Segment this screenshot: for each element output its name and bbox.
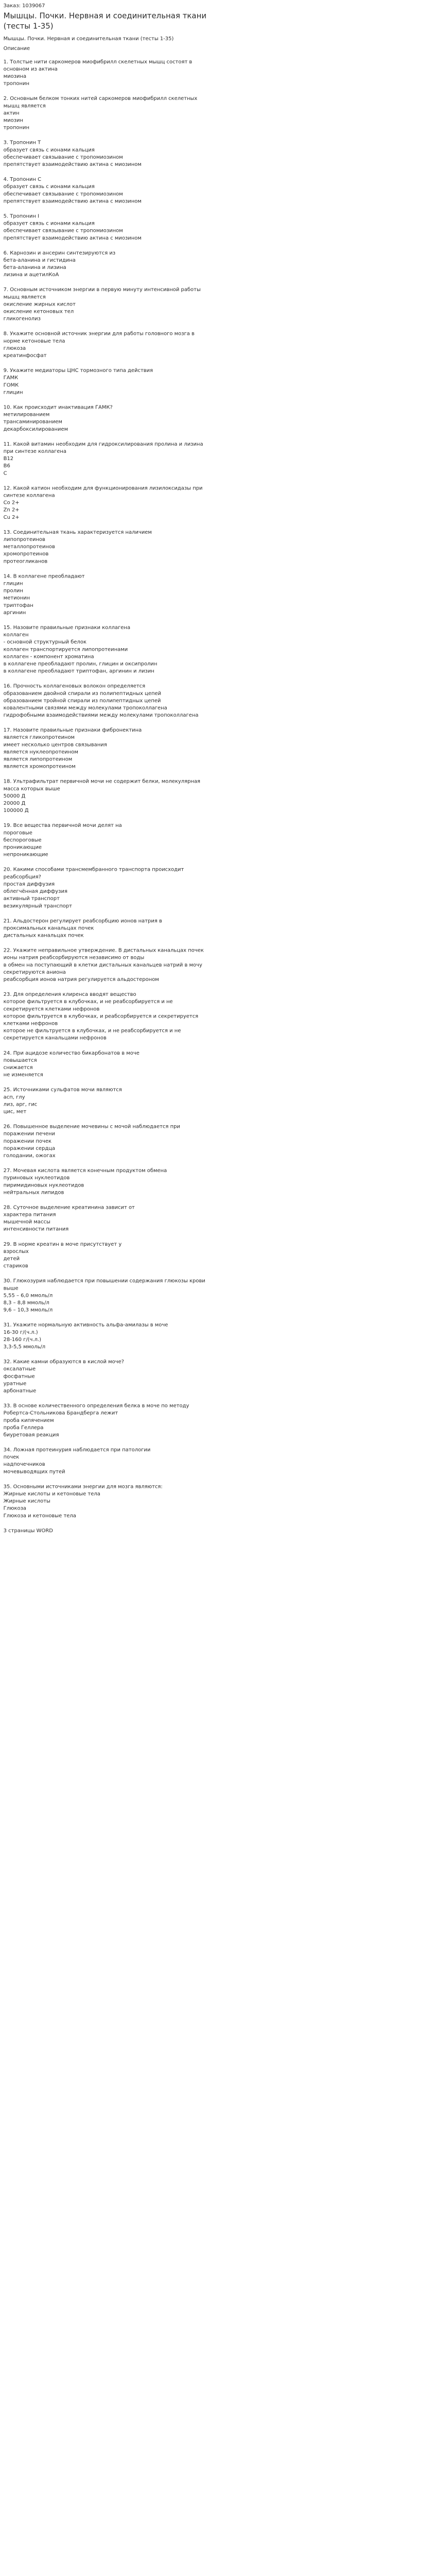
answer-option: проксимальных канальцах почек	[3, 925, 94, 931]
question-block	[4, 572, 211, 616]
answer-option: мочевыводящих путей	[3, 1468, 65, 1475]
question-block	[4, 1402, 211, 1439]
answer-option: повышается	[3, 1057, 37, 1063]
answer-option: является хромопротеином	[3, 763, 76, 770]
answer-option: коллаген - компонент хроматина	[3, 653, 94, 659]
answer-option: миозина	[3, 73, 27, 79]
answer-option: Жирные кислоты и кетоновые тела	[3, 1490, 100, 1497]
answer-option: арбонатные	[3, 1387, 37, 1394]
answer-option: голодании, ожогах	[3, 1152, 56, 1159]
question-text: 19. Все вещества первичной мочи делят на	[3, 822, 122, 828]
question-text: 30. Глюкозурия наблюдается при повышении содержания глюкозы крови выше	[3, 1278, 205, 1291]
answer-option: в обмен на поступающий в клетки дистальных канальцев натрий в мочу секретируются аниона	[3, 961, 202, 975]
answer-option: поражении печени	[3, 1130, 56, 1137]
answer-option: металлопротеинов	[3, 543, 55, 550]
document	[0, 0, 214, 1534]
answer-option: интенсивности питания	[3, 1226, 69, 1232]
question-text: 18. Ультрафильтрат первичной мочи не содержит белки, молекулярная масса которых выше	[3, 778, 201, 792]
answer-option: лизина и ацетилКоА	[3, 272, 59, 278]
question-text: 2. Основным белком тонких нитей саркомеров миофибрилл скелетных мышц является	[3, 95, 198, 109]
answer-option: лиз, арг, гис	[3, 1101, 38, 1107]
answer-option: нейтральных липидов	[3, 1189, 64, 1195]
answer-option: уратные	[3, 1380, 27, 1386]
answer-option: 50000 Д	[3, 792, 26, 799]
answer-option: метилированием	[3, 411, 50, 418]
answer-option: гидрофобными взаимодействиями между молекулами тропоколлагена	[3, 711, 199, 718]
answer-option: беспороговые	[3, 837, 42, 843]
question-block	[4, 484, 211, 521]
question-block	[4, 330, 211, 359]
answer-option: фосфатные	[3, 1373, 35, 1379]
answer-option: обеспечивает связывание с тропомиозином	[3, 191, 123, 197]
answer-option: обеспечивает связывание с тропомиозином	[3, 154, 123, 160]
question-block	[4, 139, 211, 168]
question-block	[4, 683, 211, 719]
answer-option: ГОМК	[3, 382, 19, 388]
question-block	[4, 1446, 211, 1475]
answer-option: окисление жирных кислот	[3, 301, 76, 307]
answer-option: 8,3 – 8,8 ммоль/л	[3, 1299, 49, 1306]
answer-option: образует связь с ионами кальция	[3, 146, 95, 153]
answer-option: коллаген транспортируется липопротеинами	[3, 646, 128, 652]
answer-option: ковалентными связями между молекулами тропоколлагена	[3, 704, 167, 711]
answer-option: метионин	[3, 595, 30, 601]
answer-option: липопротеинов	[3, 536, 45, 543]
answer-option: коллаген	[3, 631, 29, 638]
answer-option: надпочечников	[3, 1461, 45, 1467]
answer-option: Жирные кислоты	[3, 1498, 50, 1504]
answer-option: биуретовая реакция	[3, 1431, 59, 1438]
answer-option: Cu 2+	[3, 514, 20, 520]
question-text: 21. Альдостерон регулирует реабсорбцию ионов натрия в	[3, 918, 162, 924]
answer-option: Co 2+	[3, 499, 20, 506]
question-block	[4, 624, 211, 675]
answer-option: препятствует взаимодействию актина с миозином	[3, 234, 142, 241]
answer-option: имеет несколько центров связывания	[3, 741, 107, 748]
answer-option: глицин	[3, 389, 23, 395]
question-block	[4, 440, 211, 477]
answer-option: взрослых	[3, 1248, 29, 1255]
question-block	[4, 1204, 211, 1232]
answer-option: аргинин	[3, 609, 26, 616]
question-list	[4, 58, 211, 1519]
question-block	[4, 1277, 211, 1314]
question-block	[4, 95, 211, 131]
question-text: 28. Суточное выделение креатинина зависит от	[3, 1204, 135, 1210]
question-text: 9. Укажите медиаторы ЦНС тормозного типа действия	[3, 367, 153, 374]
answer-option: протеогликанов	[3, 558, 48, 564]
answer-option: которое фильтруется в клубочках, и реабсорбируется и секретируется клетками нефронов	[3, 1013, 199, 1026]
question-text: 27. Мочевая кислота является конечным продуктом обмена	[3, 1167, 167, 1174]
question-block	[4, 947, 211, 984]
answer-option: В6	[3, 463, 10, 469]
answer-option: является липопротеином	[3, 756, 73, 762]
answer-option: асп, глу	[3, 1094, 25, 1100]
answer-option: поражении почек	[3, 1138, 52, 1144]
answer-option: пороговые	[3, 829, 32, 836]
question-text: 6. Карнозин и ансерин синтезируются из	[3, 249, 116, 256]
answer-option: Zn 2+	[3, 506, 20, 513]
answer-option: проникающие	[3, 844, 42, 851]
answer-option: миозин	[3, 117, 24, 124]
answer-option: 28-160 г/(ч.л.)	[3, 1336, 42, 1343]
answer-option: является гликопротеином	[3, 734, 75, 740]
document-title: Мышцы. Почки. Нервная и соединительная ткани (тесты 1-35)	[3, 11, 207, 31]
question-block	[4, 991, 211, 1042]
question-block	[4, 917, 211, 939]
question-block	[4, 286, 211, 323]
question-text: 10. Как происходит инактивация ГАМК?	[3, 404, 113, 410]
answer-option: характера питания	[3, 1211, 56, 1218]
answer-option: пролин	[3, 587, 23, 594]
answer-option: ГАМК	[3, 375, 19, 381]
answer-option: дистальных канальцах почек	[3, 932, 84, 939]
question-text: 7. Основным источником энергии в первую минуту интенсивной работы мышц является	[3, 286, 201, 300]
question-block	[4, 778, 211, 815]
question-text: 13. Соединительная ткань характеризуется наличием	[3, 529, 152, 535]
question-block	[4, 58, 211, 87]
question-text: 24. При ацидозе количество бикарбонатов в моче	[3, 1049, 139, 1056]
answer-option: оксалатные	[3, 1366, 36, 1372]
question-text: 14. В коллагене преобладают	[3, 573, 85, 579]
answer-option: в коллагене преобладают триптофан, аргинин и лизин	[3, 668, 154, 674]
answer-option: актин	[3, 110, 20, 116]
answer-option: обеспечивает связывание с тропомиозином	[3, 227, 123, 234]
answer-option: пуриновых нуклеотидов	[3, 1175, 70, 1181]
question-block	[4, 726, 211, 770]
answer-option: окисление кетоновых тел	[3, 308, 74, 315]
answer-option: бета-аланина и лизина	[3, 264, 66, 270]
question-block	[4, 866, 211, 910]
answer-option: 3,3-5,5 ммоль/л	[3, 1343, 46, 1350]
question-text: 3. Тропонин Т	[3, 139, 41, 146]
answer-option: трансаминированием	[3, 418, 62, 425]
answer-option: ионы натрия реабсорбируются независимо от воды	[3, 954, 145, 961]
question-text: 32. Какие камни образуются в кислой моче?	[3, 1358, 125, 1365]
question-block	[4, 1321, 211, 1350]
answer-option: стариков	[3, 1262, 28, 1269]
question-block	[4, 1358, 211, 1395]
question-block	[4, 822, 211, 858]
question-text: 23. Для определения клиренса вводят вещество	[3, 991, 136, 997]
question-block	[4, 529, 211, 565]
order-number: Заказ: 1039067	[3, 2, 45, 9]
answer-option: проба кипячением	[3, 1417, 54, 1423]
question-block	[4, 1086, 211, 1115]
answer-option: Глюкоза	[3, 1505, 26, 1512]
answer-option: 20000 Д	[3, 800, 26, 806]
answer-option: поражении сердца	[3, 1145, 56, 1151]
question-block	[4, 1167, 211, 1196]
answer-option: глицин	[3, 580, 23, 586]
question-block	[4, 367, 211, 396]
answer-option: 5,55 – 6,0 ммоль/л	[3, 1292, 53, 1298]
answer-option: мышечной массы	[3, 1218, 50, 1225]
answer-option: образованием двойной спирали из полипептидных цепей	[3, 690, 162, 697]
answer-option: активный транспорт	[3, 895, 60, 902]
question-text: 5. Тропонин I	[3, 213, 40, 219]
question-text: 34. Ложная протеинурия наблюдается при патологии	[3, 1446, 151, 1453]
answer-option: детей	[3, 1255, 20, 1262]
question-block	[4, 1049, 211, 1078]
question-block	[4, 1123, 211, 1160]
answer-option: которое не фильтруется в клубочках, и не реабсорбируется и не секретируется канальцами нефронов	[3, 1027, 181, 1041]
question-text: 12. Какой катион необходим для функционирования лизилоксидазы при синтезе коллагена	[3, 485, 203, 498]
answer-option: препятствует взаимодействию актина с миозином	[3, 161, 142, 167]
question-text: 17. Назовите правильные признаки фибронектина	[3, 727, 142, 733]
answer-option: облегчённая диффузия	[3, 888, 67, 894]
question-text: 8. Укажите основной источник энергии для работы головного мозга в норме кетоновые тела	[3, 330, 195, 344]
answer-option: декарбоксилированием	[3, 426, 68, 432]
answer-option: снижается	[3, 1064, 33, 1071]
answer-option: которое фильтруется в клубочках, и не реабсорбируется и не секретируется клетками нефронов	[3, 998, 173, 1012]
answer-option: хромопротеинов	[3, 551, 49, 557]
answer-option: Глюкоза и кетоновые тела	[3, 1512, 76, 1519]
answer-option: В12	[3, 455, 14, 462]
answer-option: С	[3, 470, 7, 476]
answer-option: 100000 Д	[3, 807, 29, 814]
answer-option: непроникающие	[3, 851, 48, 858]
page-count-footer: 3 страницы WORD	[3, 1527, 53, 1534]
answer-option: креатинфосфат	[3, 352, 47, 359]
answer-option: проба Геллера	[3, 1424, 44, 1431]
answer-option: реабсорбция ионов натрия регулируется альдостероном	[3, 976, 159, 982]
answer-option: пиримидиновых нуклеотидов	[3, 1182, 84, 1188]
answer-option: образованием тройной спирали из полипептидных цепей	[3, 697, 161, 704]
answer-option: бета-аланина и гистидина	[3, 257, 76, 263]
answer-option: везикулярный транспорт	[3, 903, 72, 909]
question-text: 31. Укажите нормальную активность альфа-амилазы в моче	[3, 1321, 168, 1328]
question-text: 22. Укажите неправильное утверждение. В дистальных канальцах почек	[3, 947, 204, 954]
question-block	[4, 1483, 211, 1519]
answer-option: образует связь с ионами кальция	[3, 183, 95, 190]
question-text: 29. В норме креатин в моче присутствует у	[3, 1241, 122, 1247]
answer-option: цис, мет	[3, 1108, 27, 1114]
question-text: 1. Толстые нити саркомеров миофибрилл скелетных мышц состоят в основном из актина	[3, 58, 193, 72]
answer-option: триптофан	[3, 602, 33, 608]
answer-option: простая диффузия	[3, 880, 55, 887]
answer-option: глюкоза	[3, 345, 26, 351]
answer-option: гликогенолиз	[3, 315, 41, 322]
question-text: 26. Повышенное выделение мочевины с мочой наблюдается при	[3, 1123, 180, 1130]
question-block	[4, 249, 211, 278]
question-text: 4. Тропонин С	[3, 176, 42, 182]
answer-option: почек	[3, 1454, 20, 1460]
question-block	[4, 1241, 211, 1269]
question-text: 35. Основными источниками энергии для мозга являются:	[3, 1483, 163, 1489]
question-text: 33. В основе количественного определения белка в моче по методу Робертса-Стольникова Брандберга лежит	[3, 1402, 189, 1416]
answer-option: - основной структурный белок	[3, 639, 86, 645]
answer-option: в коллагене преобладают пролин, глицин и оксипролин	[3, 660, 158, 667]
answer-option: 9,6 – 10,3 ммоль/л	[3, 1307, 53, 1313]
question-block	[4, 404, 211, 433]
answer-option: не изменяется	[3, 1071, 43, 1078]
answer-option: тропонин	[3, 124, 29, 131]
question-block	[4, 176, 211, 205]
answer-option: является нуклеопротеином	[3, 749, 78, 755]
question-text: 15. Назовите правильные признаки коллагена	[3, 624, 131, 631]
question-text: 20. Какими способами трансмембранного транспорта происходит реабсорбция?	[3, 866, 184, 880]
section-heading: Описание	[3, 45, 30, 52]
question-text: 11. Какой витамин необходим для гидроксилирования пролина и лизина при синтезе коллагена	[3, 440, 203, 454]
answer-option: тропонин	[3, 80, 29, 87]
question-text: 16. Прочность коллагеновых волокон определяется	[3, 683, 146, 689]
document-subtitle: Мышцы. Почки. Нервная и соединительная ткани (тесты 1-35)	[3, 35, 174, 42]
answer-option: препятствует взаимодействию актина с миозином	[3, 198, 142, 204]
question-block	[4, 213, 211, 242]
answer-option: образует связь с ионами кальция	[3, 220, 95, 227]
answer-option: 16-30 г/(ч.л.)	[3, 1329, 38, 1335]
question-text: 25. Источниками сульфатов мочи являются	[3, 1087, 122, 1093]
